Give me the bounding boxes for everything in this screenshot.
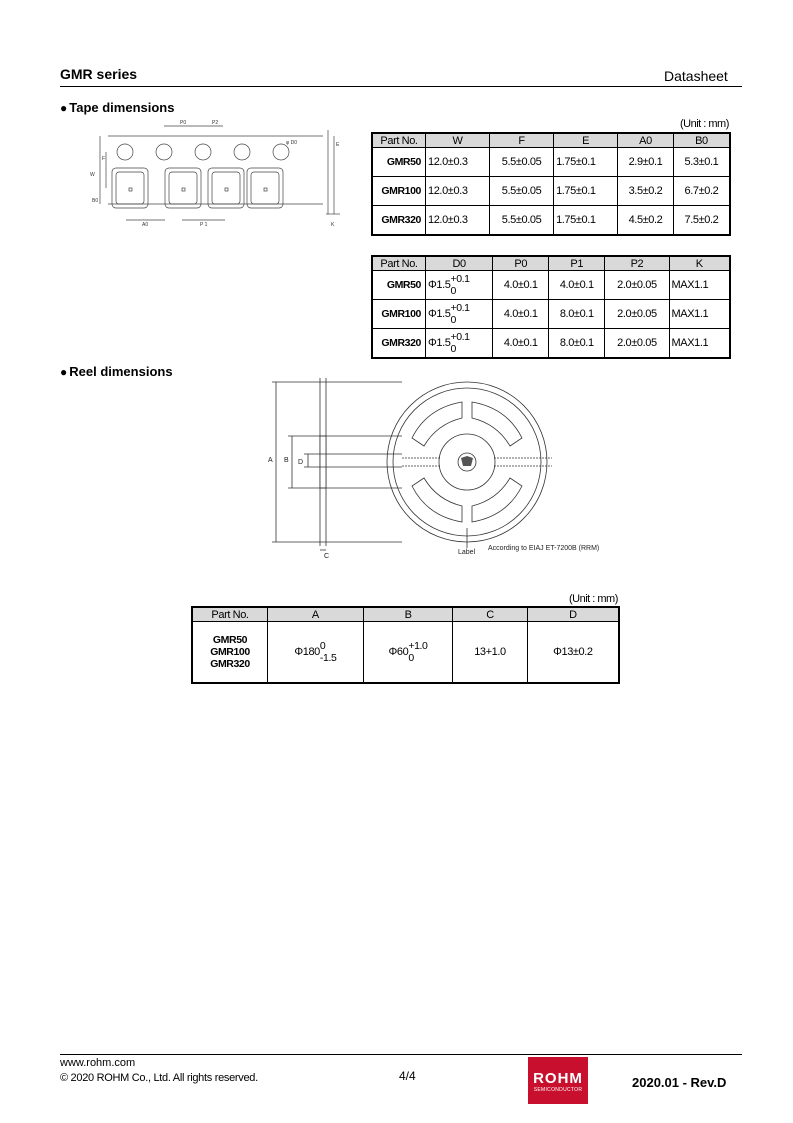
label-a0: A0 <box>142 222 149 228</box>
cell: MAX1.1 <box>669 329 730 359</box>
col-d0: D0 <box>426 256 493 271</box>
label-p1: P 1 <box>200 222 208 228</box>
tape-unit: (Unit : mm) <box>680 118 729 130</box>
label-p0: P0 <box>180 120 187 126</box>
cell: MAX1.1 <box>669 271 730 300</box>
col-c: C <box>453 607 527 622</box>
cell: 8.0±0.1 <box>549 300 605 329</box>
cell-d0 <box>426 329 493 359</box>
cell-c: 13+1.0 <box>453 622 527 684</box>
cell: 1.75±0.1 <box>554 177 618 206</box>
footer-url[interactable]: www.rohm.com <box>60 1057 136 1069</box>
logo-main-text: ROHM <box>533 1070 583 1087</box>
revision: 2020.01 - Rev.D <box>632 1075 727 1090</box>
col-part-no: Part No. <box>192 607 268 622</box>
cell: 4.0±0.1 <box>493 300 549 329</box>
table-header-row <box>192 607 619 622</box>
table-row <box>372 271 730 300</box>
label-k: K <box>331 222 335 228</box>
label-e: E <box>336 142 340 148</box>
d0-base: Φ1.5 <box>428 307 451 320</box>
cell-part: GMR320 <box>372 329 426 359</box>
cell: 1.75±0.1 <box>554 148 618 177</box>
label-c: C <box>324 553 330 560</box>
rohm-logo <box>528 1057 588 1104</box>
d0-base: Φ1.5 <box>428 278 451 291</box>
col-w: W <box>426 133 490 148</box>
label-w: W <box>90 172 95 178</box>
footer-copyright: © 2020 ROHM Co., Ltd. All rights reserved. <box>60 1072 258 1084</box>
tape-table-1 <box>371 132 731 236</box>
cell-part: GMR100 <box>372 300 426 329</box>
col-part-no: Part No. <box>372 256 426 271</box>
cell: 1.75±0.1 <box>554 206 618 236</box>
bullet-icon: ● <box>60 365 68 379</box>
cell-d0 <box>426 300 493 329</box>
col-d: D <box>527 607 619 622</box>
part-name: GMR50 <box>212 634 248 646</box>
label-d0: φ D0 <box>286 140 298 146</box>
cell: 5.5±0.05 <box>490 148 554 177</box>
table-header-row <box>372 256 730 271</box>
col-k: K <box>669 256 730 271</box>
col-p1: P1 <box>549 256 605 271</box>
cell: 2.0±0.05 <box>605 271 669 300</box>
series-title: GMR series <box>60 66 138 82</box>
tape-heading-text: Tape dimensions <box>69 100 175 115</box>
reel-unit: (Unit : mm) <box>569 593 618 605</box>
table-row <box>372 148 730 177</box>
cell-d0 <box>426 271 493 300</box>
b-base: Φ60 <box>388 645 409 658</box>
cell-part: GMR50 <box>372 148 426 177</box>
col-p2: P2 <box>605 256 669 271</box>
cell: 7.5±0.2 <box>673 206 730 236</box>
cell-parts <box>192 622 268 684</box>
cell: 3.5±0.2 <box>618 177 674 206</box>
a-lower: -1.5 <box>319 652 337 664</box>
cell: MAX1.1 <box>669 300 730 329</box>
cell: 2.9±0.1 <box>618 148 674 177</box>
cell: 5.5±0.05 <box>490 177 554 206</box>
cell: 12.0±0.3 <box>426 177 490 206</box>
tape-table-2 <box>371 255 731 359</box>
table-row <box>192 622 619 684</box>
cell-d: Φ13±0.2 <box>527 622 619 684</box>
tape-heading <box>60 100 174 115</box>
cell-a <box>268 622 364 684</box>
table-header-row <box>372 133 730 148</box>
d0-base: Φ1.5 <box>428 336 451 349</box>
d0-lower: 0 <box>450 343 456 355</box>
reel-table <box>191 606 620 684</box>
doc-type: Datasheet <box>664 68 728 84</box>
a-base: Φ180 <box>294 645 320 658</box>
col-a: A <box>268 607 364 622</box>
col-p0: P0 <box>493 256 549 271</box>
bullet-icon: ● <box>60 101 68 115</box>
label-a: A <box>268 457 273 464</box>
cell: 8.0±0.1 <box>549 329 605 359</box>
d0-upper: +0.1 <box>450 331 470 343</box>
table-row <box>372 329 730 359</box>
d0-upper: +0.1 <box>450 302 470 314</box>
cell: 4.0±0.1 <box>493 329 549 359</box>
cell: 4.0±0.1 <box>493 271 549 300</box>
table-row <box>372 177 730 206</box>
d0-upper: +0.1 <box>450 273 470 285</box>
footer-divider <box>60 1054 742 1055</box>
label-b: B <box>284 457 289 464</box>
label-b0: B0 <box>92 198 99 204</box>
cell-part: GMR50 <box>372 271 426 300</box>
label-d: D <box>298 459 304 466</box>
reel-diagram <box>262 378 642 560</box>
cell: 12.0±0.3 <box>426 148 490 177</box>
cell: 12.0±0.3 <box>426 206 490 236</box>
d0-lower: 0 <box>450 314 456 326</box>
label-f: F <box>102 156 106 162</box>
part-name: GMR100 <box>210 646 250 658</box>
reel-heading-text: Reel dimensions <box>69 364 173 379</box>
col-f: F <box>490 133 554 148</box>
label-p2: P2 <box>212 120 219 126</box>
cell-b <box>363 622 453 684</box>
cell: 5.3±0.1 <box>673 148 730 177</box>
part-name: GMR320 <box>210 658 250 670</box>
reel-note: According to EIAJ ET-7200B (RRM) <box>488 545 600 552</box>
label-label: Label <box>458 549 476 556</box>
tape-diagram <box>88 116 350 236</box>
col-b: B <box>363 607 453 622</box>
cell: 2.0±0.05 <box>605 300 669 329</box>
table-row <box>372 300 730 329</box>
header-divider <box>60 86 742 87</box>
col-e: E <box>554 133 618 148</box>
logo-sub-text: SEMICONDUCTOR <box>533 1087 583 1093</box>
cell: 5.5±0.05 <box>490 206 554 236</box>
b-lower: 0 <box>408 652 414 664</box>
reel-heading <box>60 364 173 379</box>
d0-lower: 0 <box>450 285 456 297</box>
page-number: 4/4 <box>399 1069 416 1083</box>
cell: 2.0±0.05 <box>605 329 669 359</box>
table-row <box>372 206 730 236</box>
cell: 6.7±0.2 <box>673 177 730 206</box>
col-part-no: Part No. <box>372 133 426 148</box>
col-a0: A0 <box>618 133 674 148</box>
a-upper: 0 <box>319 640 326 652</box>
col-b0: B0 <box>673 133 730 148</box>
cell-part: GMR320 <box>372 206 426 236</box>
cell-part: GMR100 <box>372 177 426 206</box>
cell: 4.5±0.2 <box>618 206 674 236</box>
cell: 4.0±0.1 <box>549 271 605 300</box>
b-upper: +1.0 <box>408 640 428 652</box>
